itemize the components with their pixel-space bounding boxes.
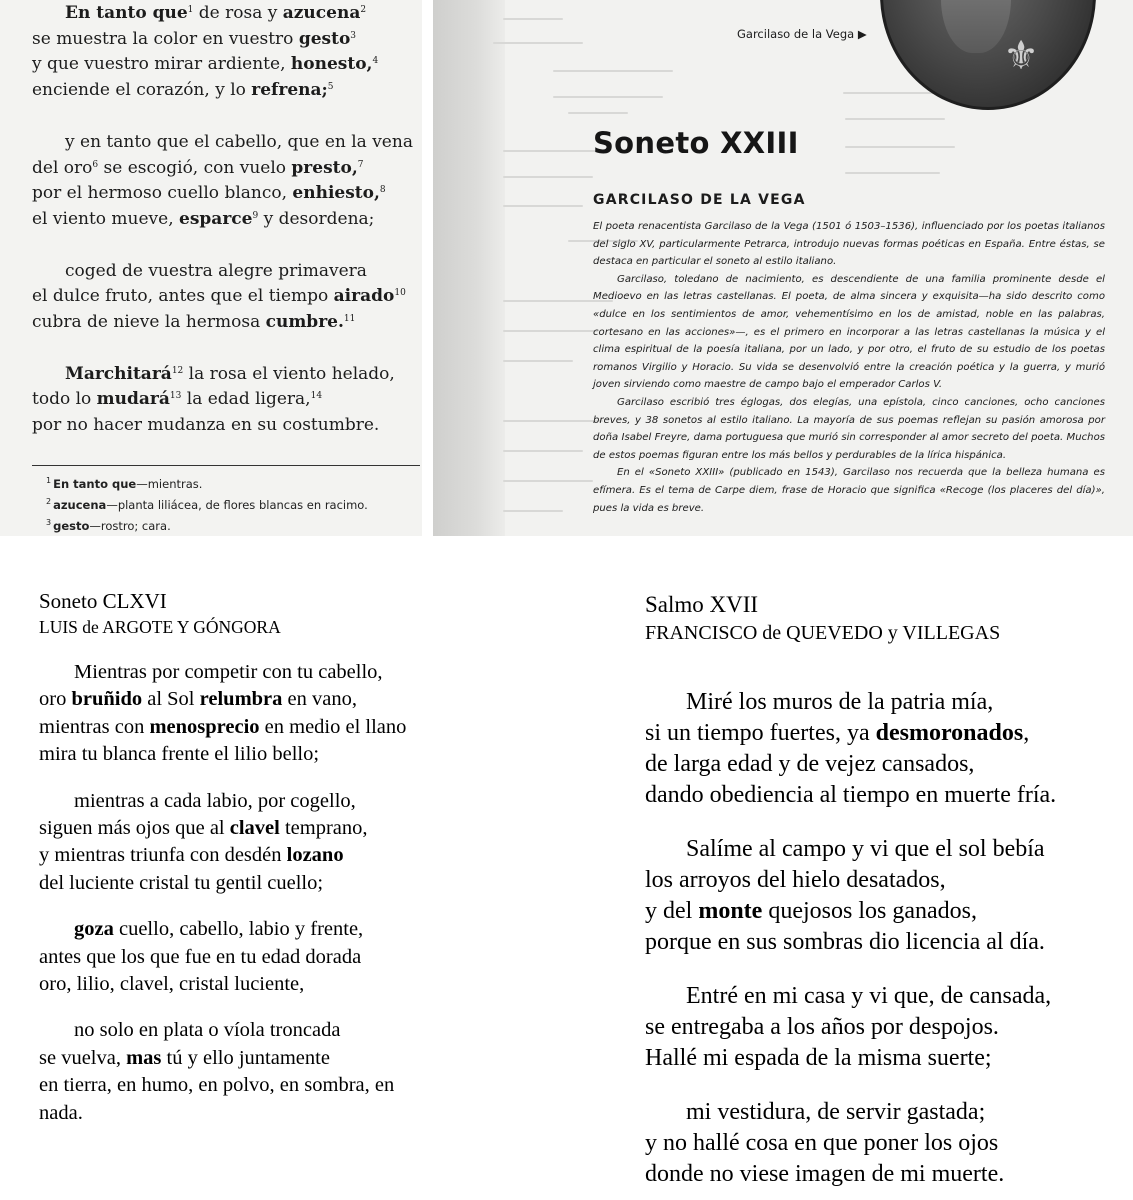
- poem-line: [32, 207, 413, 233]
- poem-line: [32, 130, 413, 156]
- glossed-word: goza: [74, 918, 114, 941]
- quevedo-poem: [645, 687, 1133, 1190]
- footnote-term: gesto: [53, 519, 90, 533]
- line-text: se escogió, con vuelo: [98, 157, 292, 178]
- bio-paragraph: Garcilaso, toledano de nacimiento, es descendiente de una familia prominente desde el Medioevo en las letras castellanas. El poeta, de alma sincera y exquisita—ha sido descrito como «dulce en los sentimientos de amor, vehementísimo en los de amistad, noble en las palabras, cortesano en las acciones»—, es el primero en incorporar a las letras castellanas la música y el clima espiritual de la poesía italiana, por un lado, y por otro, el fruto de su estudio de los poetas romanos Virgilio y Horacio. Su vida se desenvolvió entre la creación poética y la guerra, y murió joven sirviendo como maestre de campo bajo el emperador Carlos V.: [593, 273, 1105, 391]
- bleed-through-stroke: [845, 118, 945, 120]
- line-text: se muestra la color en vuestro: [32, 28, 299, 49]
- poem-line: [645, 749, 1133, 780]
- footnote-ref: 14: [310, 391, 323, 402]
- footnote-ref: 1: [187, 5, 194, 15]
- line-text: y no hallé cosa en que poner los ojos: [645, 1130, 999, 1156]
- sonnet-intro-scan: [433, 0, 1133, 536]
- bleed-through-stroke: [503, 205, 583, 207]
- line-text: Hallé mi espada de la misma suerte;: [645, 1045, 992, 1071]
- line-text: al Sol: [142, 688, 200, 711]
- bio-paragraph: El poeta renacentista Garcilaso de la Vega (1501 ó 1503–1536), influenciado por los poetas italianos del siglo XV, particularmente Petrarca, introdujo nuevas formas poéticas en España. Entre éstas, se destaca en particular el soneto al estilo italiano.: [593, 221, 1105, 268]
- book-spine-shadow: [433, 0, 505, 536]
- poem-line: [39, 714, 599, 741]
- footnote-ref: 11: [343, 314, 356, 325]
- footnote-ref: 4: [372, 56, 379, 67]
- poem-line: [32, 78, 413, 104]
- line-text: siguen más ojos que al: [39, 817, 230, 840]
- line-text: de larga edad y de vejez cansados,: [645, 751, 975, 777]
- line-text: Entré en mi casa y vi que, de cansada,: [686, 983, 1052, 1009]
- poem-line: [39, 870, 599, 897]
- glossed-word: honesto,: [290, 54, 373, 75]
- line-text: ,: [1023, 720, 1030, 746]
- glossed-word: azucena: [282, 3, 361, 23]
- line-text: dando obediencia al tiempo en muerte fría.: [645, 782, 1057, 808]
- glossed-word: presto,: [291, 157, 358, 178]
- footnote-ref: 7: [357, 159, 364, 170]
- line-text: se vuelva,: [39, 1046, 127, 1069]
- stanza: [39, 788, 599, 898]
- line-text: oro, lilio, clavel, cristal luciente,: [39, 973, 305, 996]
- line-text: porque en sus sombras dio licencia al día.: [645, 929, 1045, 955]
- poem-line: [645, 687, 1133, 718]
- poem-line: [39, 1045, 599, 1072]
- line-text: antes que los que fue en tu edad dorada: [39, 945, 362, 968]
- line-text: si un tiempo fuertes, ya: [645, 720, 876, 746]
- stanza: [32, 130, 413, 233]
- line-text: tú y ello juntamente: [161, 1046, 330, 1069]
- poem-line: [645, 865, 1133, 896]
- line-text: nada.: [39, 1101, 83, 1124]
- footnote-ref: 5: [327, 82, 334, 93]
- line-text: la rosa el viento helado,: [183, 363, 395, 384]
- glossed-word: En tanto que: [65, 3, 188, 23]
- footnote-definition: —planta liliácea, de flores blancas en racimo.: [106, 498, 368, 512]
- gongora-title: Soneto CLXVI: [39, 589, 167, 613]
- footnote-ref: 8: [379, 185, 386, 196]
- bleed-through-stroke: [493, 42, 583, 44]
- footnote-ref: 9: [252, 210, 259, 221]
- poem-line: [645, 780, 1133, 811]
- poem-line: [645, 1043, 1133, 1074]
- bleed-through-stroke: [568, 112, 628, 114]
- stanza: [645, 981, 1133, 1074]
- bleed-through-stroke: [503, 480, 593, 482]
- gongora-poem: [39, 659, 599, 1127]
- line-text: cuello, cabello, labio y frente,: [113, 918, 364, 941]
- footnote-definition: —rostro; cara.: [89, 519, 171, 533]
- footnote-number: 1: [46, 476, 52, 485]
- bleed-through-stroke: [503, 176, 593, 178]
- bio-paragraph: Garcilaso escribió tres églogas, dos elegías, una epístola, cinco canciones, ocho canciones breves, y 38 sonetos al estilo italiano. La mayoría de sus poemas reflejan su pasión amorosa por doña Isabel Freyre, dama portuguesa que murió sin corresponder al amor secreto del poeta. Muchos de estos poemas figuran entre los más bellos y perdurables de la lírica hispánica.: [593, 396, 1105, 461]
- poem-line: [32, 284, 413, 310]
- poem-line: [32, 52, 413, 78]
- footnote: [46, 516, 368, 536]
- glossed-word: monte: [698, 898, 763, 924]
- poem-line: [32, 362, 413, 388]
- line-text: donde no viese imagen de mi muerte.: [645, 1161, 1005, 1187]
- quevedo-section: [645, 590, 1133, 1200]
- line-text: cubra de nieve la hermosa: [32, 312, 266, 333]
- line-text: del oro: [32, 157, 93, 178]
- footnote-ref: 2: [360, 5, 367, 15]
- poem-line: [39, 741, 599, 768]
- stanza: [32, 259, 413, 336]
- glossed-word: Marchitará: [65, 363, 172, 384]
- line-text: en medio el llano: [259, 715, 407, 738]
- poem-line: [32, 1, 413, 27]
- bleed-through-stroke: [503, 360, 573, 362]
- poem-line: [32, 413, 413, 439]
- poem-line: [32, 181, 413, 207]
- quevedo-author: FRANCISCO de QUEVEDO y VILLEGAS: [645, 622, 1001, 644]
- stanza: [645, 687, 1133, 811]
- bleed-through-stroke: [843, 92, 933, 94]
- line-text: todo lo: [32, 389, 97, 410]
- poem-line: [32, 310, 413, 336]
- poem-line: [645, 1012, 1133, 1043]
- glossed-word: enhiesto,: [292, 183, 380, 204]
- poem-line: [39, 1100, 599, 1127]
- line-text: del luciente cristal tu gentil cuello;: [39, 871, 324, 894]
- line-text: mientras a cada labio, por cogello,: [74, 789, 356, 812]
- footnote-term: En tanto que: [53, 477, 137, 491]
- footnote: [46, 495, 368, 516]
- gongora-section: [39, 587, 599, 1146]
- garcilaso-poem: [32, 1, 413, 465]
- gongora-author: LUIS de ARGOTE Y GÓNGORA: [39, 617, 281, 637]
- bio-paragraph: En el «Soneto XXIII» (publicado en 1543), Garcilaso nos recuerda que la belleza humana es efímera. Es el tema de Carpe diem, frase de Horacio que significa «Recoge (los placeres del día)», pues la vida es breve.: [593, 467, 1105, 514]
- line-text: y del: [645, 898, 699, 924]
- footnote-term: azucena: [53, 498, 107, 512]
- glossed-word: esparce: [179, 208, 253, 229]
- line-text: y mientras triunfa con desdén: [39, 844, 287, 867]
- stanza: [39, 916, 599, 998]
- glossed-word: clavel: [229, 817, 280, 840]
- line-text: enciende el corazón, y lo: [32, 80, 252, 101]
- line-text: Mientras por competir con tu cabello,: [74, 661, 383, 683]
- footnote-number: 3: [46, 518, 52, 527]
- stanza: [32, 362, 413, 439]
- poem-line: [645, 718, 1133, 749]
- stanza: [32, 1, 413, 104]
- poem-line: [39, 659, 599, 686]
- line-text: coged de vuestra alegre primavera: [65, 260, 367, 281]
- fleur-de-lis-icon: ⚜: [1003, 33, 1039, 79]
- line-text: y en tanto que el cabello, que en la vena: [65, 131, 413, 152]
- footnote-definition: —mientras.: [136, 477, 203, 491]
- footnote-ref: 3: [350, 30, 357, 41]
- bleed-through-stroke: [503, 420, 603, 422]
- bleed-through-stroke: [503, 330, 598, 332]
- line-text: quejosos los ganados,: [762, 898, 977, 924]
- glossed-word: gesto: [298, 28, 351, 49]
- bleed-through-stroke: [503, 150, 603, 152]
- line-text: mi vestidura, de servir gastada;: [686, 1099, 986, 1125]
- bleed-through-stroke: [845, 146, 955, 148]
- line-text: por el hermoso cuello blanco,: [32, 183, 293, 204]
- footnotes: [46, 474, 368, 536]
- glossed-word: lozano: [286, 844, 344, 867]
- garcilaso-poem-scan: [0, 0, 422, 536]
- poem-line: [645, 981, 1133, 1012]
- footnote: [46, 474, 368, 495]
- poem-line: [39, 1072, 599, 1099]
- poem-line: [39, 916, 599, 943]
- poem-line: [39, 971, 599, 998]
- line-text: Salíme al campo y vi que el sol bebía: [686, 836, 1045, 862]
- poem-line: [645, 1159, 1133, 1190]
- line-text: por no hacer mudanza en su costumbre.: [32, 415, 380, 436]
- glossed-word: desmoronados: [875, 720, 1024, 746]
- portrait-caption: Garcilaso de la Vega ▶: [737, 27, 867, 41]
- line-text: la edad ligera,: [181, 389, 311, 410]
- scan-gap: [422, 0, 433, 536]
- line-text: se entregaba a los años por despojos.: [645, 1014, 999, 1040]
- line-text: temprano,: [279, 817, 368, 840]
- stanza: [39, 1017, 599, 1127]
- line-text: oro: [39, 688, 72, 711]
- line-text: mientras con: [39, 715, 150, 738]
- glossed-word: bruñido: [71, 688, 143, 711]
- footnote-number: 2: [46, 497, 52, 506]
- footnote-ref: 6: [92, 159, 99, 170]
- poem-line: [645, 1128, 1133, 1159]
- footnote-ref: 10: [394, 288, 406, 299]
- line-text: no solo en plata o víola troncada: [74, 1019, 341, 1042]
- poem-line: [32, 259, 413, 285]
- bleed-through-stroke: [503, 18, 563, 20]
- glossed-word: menosprecio: [149, 715, 260, 738]
- bleed-through-stroke: [503, 450, 583, 452]
- glossed-word: mas: [126, 1046, 162, 1069]
- poem-line: [32, 156, 413, 182]
- sonnet-title: Soneto XXIII: [593, 126, 799, 160]
- line-text: y desordena;: [258, 208, 375, 229]
- line-text: en vano,: [282, 688, 357, 711]
- footnote-divider: [32, 465, 420, 466]
- sonnet-author: GARCILASO DE LA VEGA: [593, 192, 806, 208]
- poem-line: [645, 834, 1133, 865]
- glossed-word: mudará: [96, 389, 170, 410]
- bleed-through-stroke: [553, 70, 673, 72]
- poem-line: [39, 842, 599, 869]
- poem-line: [32, 387, 413, 413]
- bleed-through-stroke: [503, 510, 563, 512]
- poem-line: [32, 27, 413, 53]
- poem-line: [39, 788, 599, 815]
- glossed-word: refrena;: [251, 80, 328, 101]
- poem-line: [645, 927, 1133, 958]
- author-biography: [593, 218, 1105, 517]
- poem-line: [645, 1097, 1133, 1128]
- line-text: y que vuestro mirar ardiente,: [32, 54, 291, 75]
- poem-line: [645, 896, 1133, 927]
- poem-line: [39, 1017, 599, 1044]
- line-text: en tierra, en humo, en polvo, en sombra, en: [39, 1074, 395, 1097]
- line-text: mira tu blanca frente el lilio bello;: [39, 743, 320, 766]
- line-text: los arroyos del hielo desatados,: [645, 867, 946, 893]
- quevedo-title: Salmo XVII: [645, 592, 759, 617]
- glossed-word: cumbre.: [265, 312, 344, 333]
- stanza: [645, 834, 1133, 958]
- bleed-through-stroke: [553, 96, 663, 98]
- stanza: [645, 1097, 1133, 1190]
- poem-line: [39, 686, 599, 713]
- footnote-ref: 13: [169, 391, 182, 402]
- line-text: de rosa y: [193, 3, 283, 23]
- glossed-word: airado: [333, 286, 395, 307]
- line-text: Miré los muros de la patria mía,: [686, 689, 994, 715]
- stanza: [39, 659, 599, 769]
- line-text: el viento mueve,: [32, 208, 180, 229]
- glossed-word: relumbra: [199, 688, 283, 711]
- poem-line: [39, 815, 599, 842]
- bleed-through-stroke: [845, 172, 940, 174]
- poem-line: [39, 944, 599, 971]
- line-text: el dulce fruto, antes que el tiempo: [32, 286, 334, 307]
- footnote-ref: 12: [171, 365, 184, 376]
